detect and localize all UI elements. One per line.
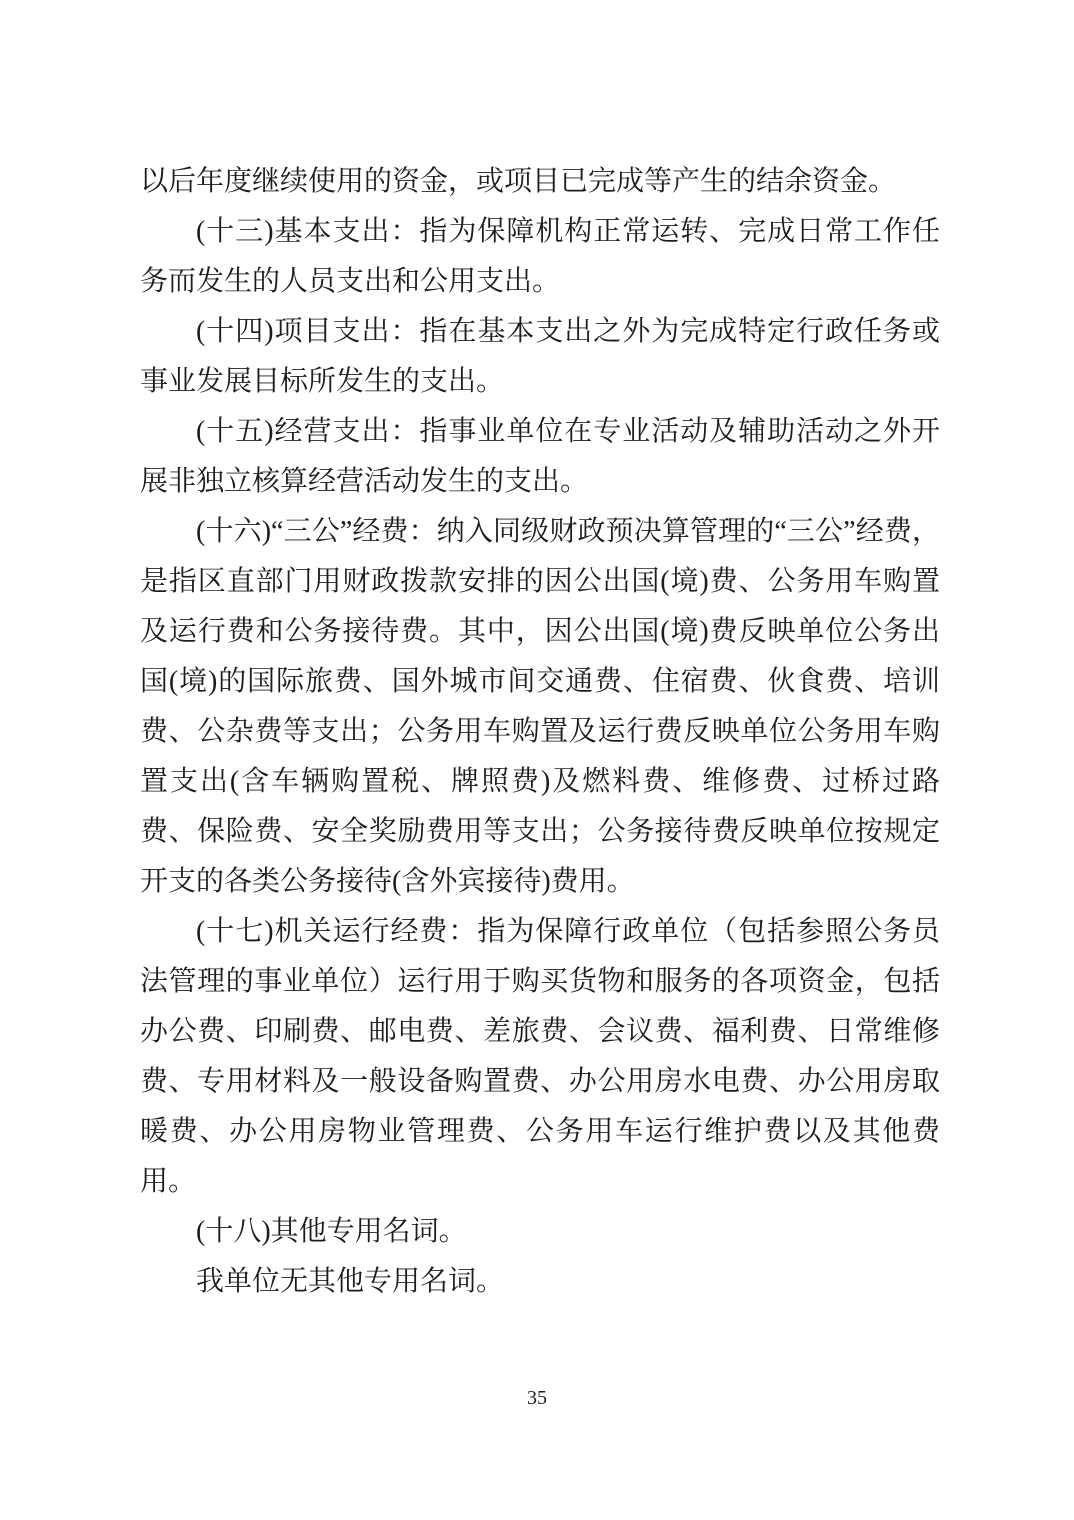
paragraph-item-14: (十四)项目支出：指在基本支出之外为完成特定行政任务或事业发展目标所发生的支出。 xyxy=(140,316,940,397)
paragraph-item-15: (十五)经营支出：指事业单位在专业活动及辅助活动之外开展非独立核算经营活动发生的支出。 xyxy=(140,416,940,497)
paragraph-carryover: 以后年度继续使用的资金，或项目已完成等产生的结余资金。 xyxy=(140,166,897,197)
paragraph-closing: 我单位无其他专用名词。 xyxy=(196,1266,505,1297)
paragraph-item-13: (十三)基本支出：指为保障机构正常运转、完成日常工作任务而发生的人员支出和公用支出。 xyxy=(140,216,940,297)
paragraph-item-17: (十七)机关运行经费：指为保障行政单位（包括参照公务员法管理的事业单位）运行用于购买货物和服务的各项资金，包括办公费、印刷费、邮电费、差旅费、会议费、福利费、日常维修费、专用材料及一般设备购置费、办公用房水电费、办公用房取暖费、办公用房物业管理费、公务用车运行维护费以及其他费用。 xyxy=(140,916,940,1197)
paragraph-item-16: (十六)“三公”经费：纳入同级财政预决算管理的“三公”经费，是指区直部门用财政拨款安排的因公出国(境)费、公务用车购置及运行费和公务接待费。其中，因公出国(境)费反映单位公务出国(境)的国际旅费、国外城市间交通费、住宿费、伙食费、培训费、公杂费等支出；公务用车购置及运行费反映单位公务用车购置支出(含车辆购置税、牌照费)及燃料费、维修费、过桥过路费、保险费、安全奖励费用等支出；公务接待费反映单位按规定开支的各类公务接待(含外宾接待)费用。 xyxy=(140,516,940,897)
document-body-text xyxy=(140,157,940,1307)
paragraph-item-18: (十八)其他专用名词。 xyxy=(196,1216,467,1247)
page-number: 35 xyxy=(527,1387,547,1409)
